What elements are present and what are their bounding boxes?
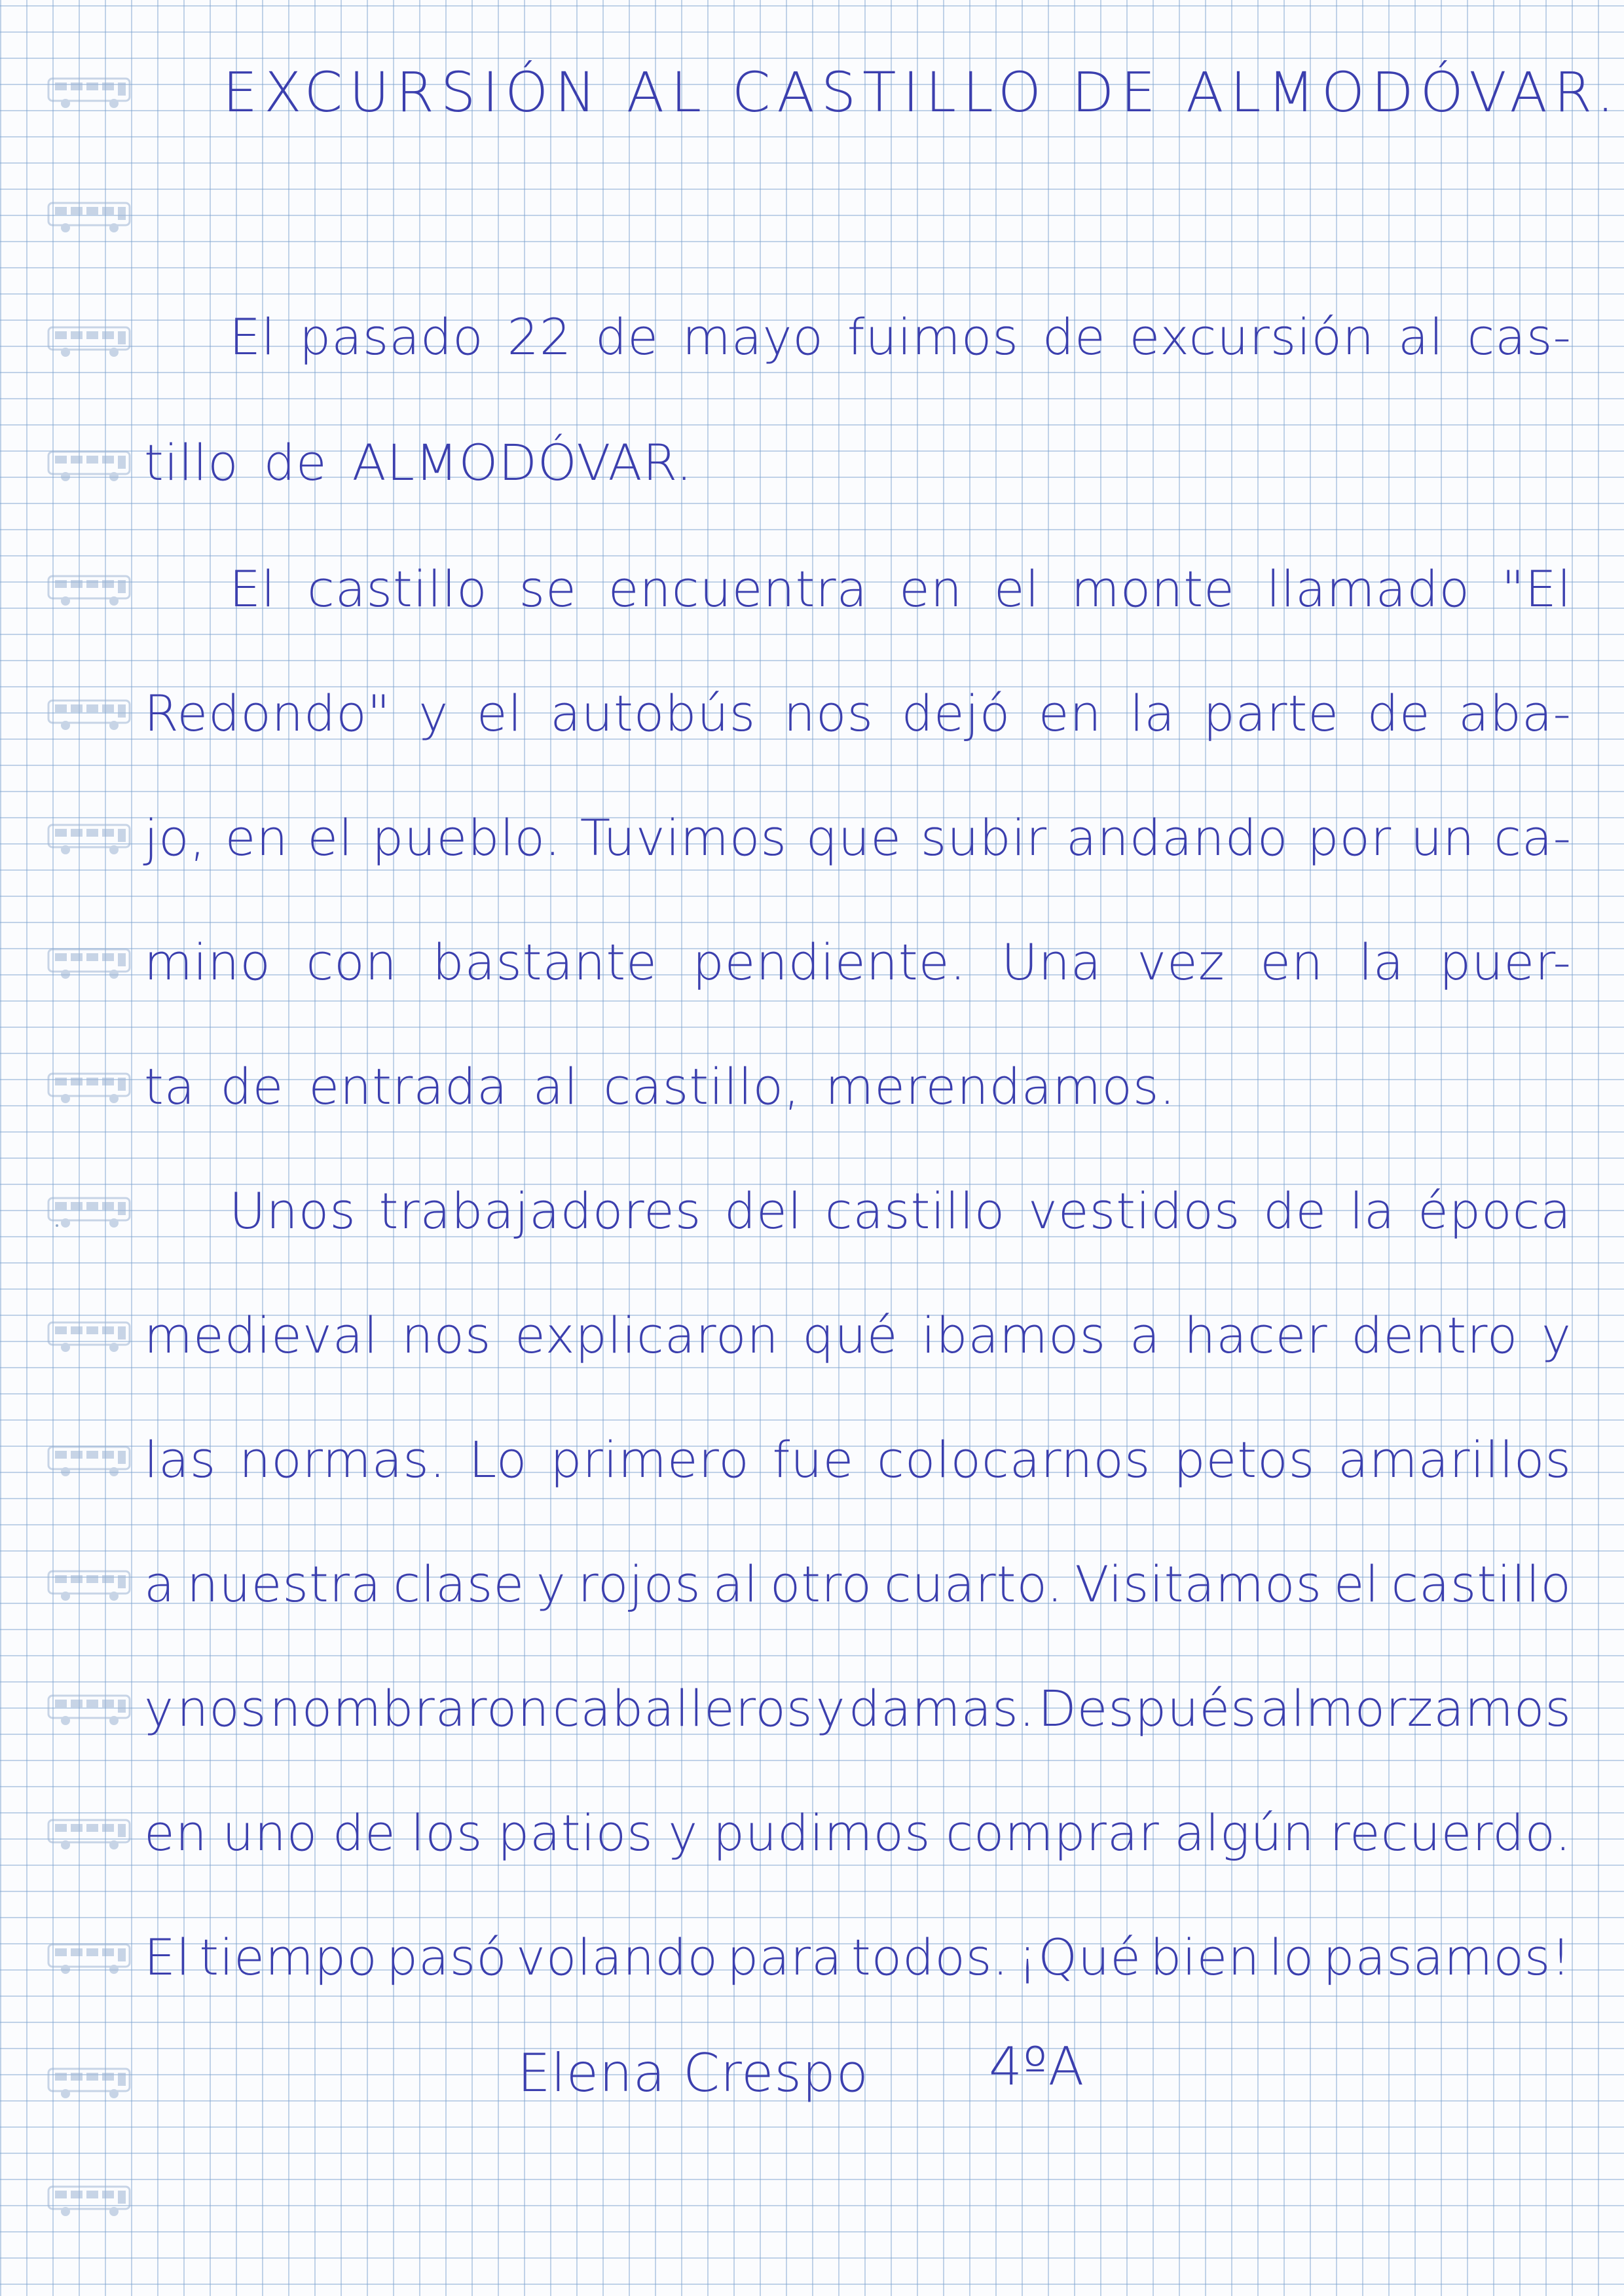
text-line-1: El pasado 22 de mayo fuimos de excursión al cas-: [229, 308, 1572, 366]
bus-icon: [46, 1440, 138, 1478]
text-line-7: ta de entrada al castillo, merendamos.: [144, 1057, 1176, 1116]
text-line-10: las normas. Lo primero fue colocarnos petos amarillos: [144, 1430, 1572, 1489]
text-line-6: mino con bastante pendiente. Una vez en la puer-: [144, 933, 1572, 991]
bus-icon: [46, 570, 138, 608]
text-line-5: jo, en el pueblo. Tuvimos que subir andando por un ca-: [144, 809, 1572, 867]
bus-icon: [46, 1316, 138, 1354]
bus-icon: [46, 1689, 138, 1727]
text-line-2: tillo de ALMODÓVAR.: [144, 433, 693, 492]
text-line-9: medieval nos explicaron qué ibamos a hacer dentro y: [144, 1306, 1572, 1364]
bus-icon: [46, 321, 138, 359]
text-line-12: y nos nombraron caballeros y damas. Después almorzamos: [144, 1679, 1572, 1738]
margin-dot: [56, 1224, 58, 1227]
text-line-4: Redondo" y el autobús nos dejó en la parte de aba-: [144, 684, 1572, 742]
bus-icon: [46, 196, 138, 234]
text-line-13: en uno de los patios y pudimos comprar algún recuerdo.: [144, 1804, 1572, 1862]
text-line-8: Unos trabajadores del castillo vestidos de la época: [229, 1182, 1572, 1240]
bus-icon: [46, 2062, 138, 2100]
bus-icon: [46, 1565, 138, 1603]
bus-icon: [46, 72, 138, 110]
text-line-3: El castillo se encuentra en el monte llamado "El: [229, 560, 1572, 618]
bus-icon: [46, 1938, 138, 1976]
document-title: EXCURSIÓN AL CASTILLO DE ALMODÓVAR.: [223, 60, 1621, 124]
class-grade: 4ºA: [989, 2036, 1085, 2097]
bus-icon: [46, 1067, 138, 1105]
bus-icon: [46, 1813, 138, 1851]
text-line-11: a nuestra clase y rojos al otro cuarto. Visitamos el castillo: [144, 1555, 1572, 1613]
bus-icon: [46, 445, 138, 483]
margin-bus-column: [46, 0, 144, 2296]
bus-icon: [46, 1192, 138, 1230]
author-signature: Elena Crespo: [517, 2043, 869, 2104]
bus-icon: [46, 943, 138, 981]
bus-icon: [46, 694, 138, 732]
bus-icon: [46, 2180, 138, 2218]
bus-icon: [46, 818, 138, 856]
text-line-14: El tiempo pasó volando para todos. ¡Qué bien lo pasamos!: [144, 1928, 1572, 1986]
